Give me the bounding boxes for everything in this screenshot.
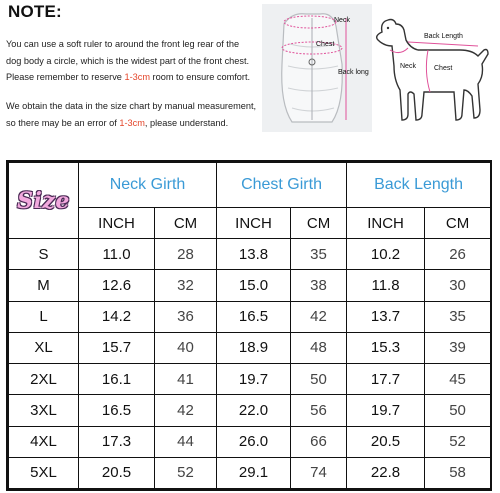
back-cm-cell: 26 bbox=[425, 239, 491, 270]
neck-inch-cell: 11.0 bbox=[79, 239, 155, 270]
size-logo-cell bbox=[9, 163, 79, 239]
table-row bbox=[9, 426, 491, 457]
note-title: NOTE: bbox=[8, 2, 62, 21]
note-line: dog body a circle, which is the widest part of the front chest. bbox=[6, 56, 250, 66]
neck-cm-cell: 52 bbox=[155, 457, 217, 488]
size-cell: S bbox=[9, 239, 79, 270]
header-chest-girth: Chest Girth bbox=[217, 163, 347, 208]
size-cell: XL bbox=[9, 332, 79, 363]
note-text: so there may be an error of bbox=[6, 118, 120, 128]
back-cm-cell: 45 bbox=[425, 364, 491, 395]
chest-cm-cell: 42 bbox=[291, 301, 347, 332]
back-inch-cell: 19.7 bbox=[347, 395, 425, 426]
dog-eye-icon bbox=[387, 27, 389, 29]
chest-cm-cell: 66 bbox=[291, 426, 347, 457]
note-text: , please understand. bbox=[144, 118, 229, 128]
chest-cm-cell: 50 bbox=[291, 364, 347, 395]
vest-chest-label: Chest bbox=[316, 41, 335, 48]
size-logo: Size bbox=[17, 187, 70, 214]
note-text: Please remember to reserve bbox=[6, 72, 125, 82]
note-line: We obtain the data in the size chart by manual measurement, bbox=[6, 101, 257, 111]
table-row bbox=[9, 239, 491, 270]
vest-back-label: Back long bbox=[338, 69, 369, 76]
neck-inch-cell: 12.6 bbox=[79, 270, 155, 301]
neck-cm-cell: 32 bbox=[155, 270, 217, 301]
dog-chest-label: Chest bbox=[434, 65, 453, 72]
neck-cm-cell: 44 bbox=[155, 426, 217, 457]
neck-inch-cell: 16.1 bbox=[79, 364, 155, 395]
back-inch-cell: 15.3 bbox=[347, 332, 425, 363]
table-header-row bbox=[9, 163, 491, 208]
unit-header: CM bbox=[425, 208, 491, 239]
table-row bbox=[9, 270, 491, 301]
back-cm-cell: 50 bbox=[425, 395, 491, 426]
neck-inch-cell: 14.2 bbox=[79, 301, 155, 332]
neck-cm-cell: 41 bbox=[155, 364, 217, 395]
size-cell: M bbox=[9, 270, 79, 301]
chest-cm-cell: 35 bbox=[291, 239, 347, 270]
back-cm-cell: 39 bbox=[425, 332, 491, 363]
chest-cm-cell: 38 bbox=[291, 270, 347, 301]
header-neck-girth: Neck Girth bbox=[79, 163, 217, 208]
back-inch-cell: 22.8 bbox=[347, 457, 425, 488]
note-highlight: 1-3cm bbox=[124, 72, 150, 82]
chest-inch-cell: 19.7 bbox=[217, 364, 291, 395]
neck-inch-cell: 16.5 bbox=[79, 395, 155, 426]
chest-inch-cell: 22.0 bbox=[217, 395, 291, 426]
size-cell: 5XL bbox=[9, 457, 79, 488]
neck-inch-cell: 20.5 bbox=[79, 457, 155, 488]
table-row bbox=[9, 395, 491, 426]
chest-inch-cell: 16.5 bbox=[217, 301, 291, 332]
note-line bbox=[6, 117, 228, 129]
dog-measure-illustration bbox=[368, 10, 496, 132]
unit-header: INCH bbox=[347, 208, 425, 239]
note-highlight: 1-3cm bbox=[119, 118, 145, 128]
table-unit-row bbox=[9, 208, 491, 239]
neck-inch-cell: 15.7 bbox=[79, 332, 155, 363]
neck-cm-cell: 36 bbox=[155, 301, 217, 332]
size-table bbox=[8, 162, 491, 489]
note-line bbox=[6, 71, 250, 83]
neck-cm-cell: 42 bbox=[155, 395, 217, 426]
neck-cm-cell: 28 bbox=[155, 239, 217, 270]
chest-inch-cell: 18.9 bbox=[217, 332, 291, 363]
chest-cm-cell: 74 bbox=[291, 457, 347, 488]
note-section bbox=[0, 0, 500, 160]
back-inch-cell: 20.5 bbox=[347, 426, 425, 457]
back-cm-cell: 35 bbox=[425, 301, 491, 332]
header-back-length: Back Length bbox=[347, 163, 491, 208]
note-text: room to ensure comfort. bbox=[150, 72, 251, 82]
chest-cm-cell: 56 bbox=[291, 395, 347, 426]
table-row bbox=[9, 332, 491, 363]
neck-inch-cell: 17.3 bbox=[79, 426, 155, 457]
back-inch-cell: 13.7 bbox=[347, 301, 425, 332]
size-cell: 2XL bbox=[9, 364, 79, 395]
dog-back-line bbox=[408, 42, 478, 46]
back-cm-cell: 52 bbox=[425, 426, 491, 457]
chest-inch-cell: 29.1 bbox=[217, 457, 291, 488]
dog-back-label: Back Length bbox=[424, 33, 463, 40]
dog-neck-label: Neck bbox=[400, 63, 416, 70]
back-inch-cell: 17.7 bbox=[347, 364, 425, 395]
back-inch-cell: 10.2 bbox=[347, 239, 425, 270]
size-cell: 4XL bbox=[9, 426, 79, 457]
back-inch-cell: 11.8 bbox=[347, 270, 425, 301]
back-cm-cell: 30 bbox=[425, 270, 491, 301]
neck-cm-cell: 40 bbox=[155, 332, 217, 363]
table-row bbox=[9, 364, 491, 395]
vest-measure-illustration bbox=[262, 4, 372, 132]
note-line: You can use a soft ruler to around the front leg rear of the bbox=[6, 39, 240, 49]
size-cell: L bbox=[9, 301, 79, 332]
unit-header: CM bbox=[155, 208, 217, 239]
back-cm-cell: 58 bbox=[425, 457, 491, 488]
unit-header: CM bbox=[291, 208, 347, 239]
unit-header: INCH bbox=[217, 208, 291, 239]
table-row bbox=[9, 457, 491, 488]
vest-neck-label: Neck bbox=[334, 17, 350, 24]
table-row bbox=[9, 301, 491, 332]
chest-inch-cell: 26.0 bbox=[217, 426, 291, 457]
size-rows bbox=[9, 239, 491, 489]
chest-inch-cell: 13.8 bbox=[217, 239, 291, 270]
chest-cm-cell: 48 bbox=[291, 332, 347, 363]
size-cell: 3XL bbox=[9, 395, 79, 426]
size-chart bbox=[6, 160, 492, 491]
chest-inch-cell: 15.0 bbox=[217, 270, 291, 301]
unit-header: INCH bbox=[79, 208, 155, 239]
